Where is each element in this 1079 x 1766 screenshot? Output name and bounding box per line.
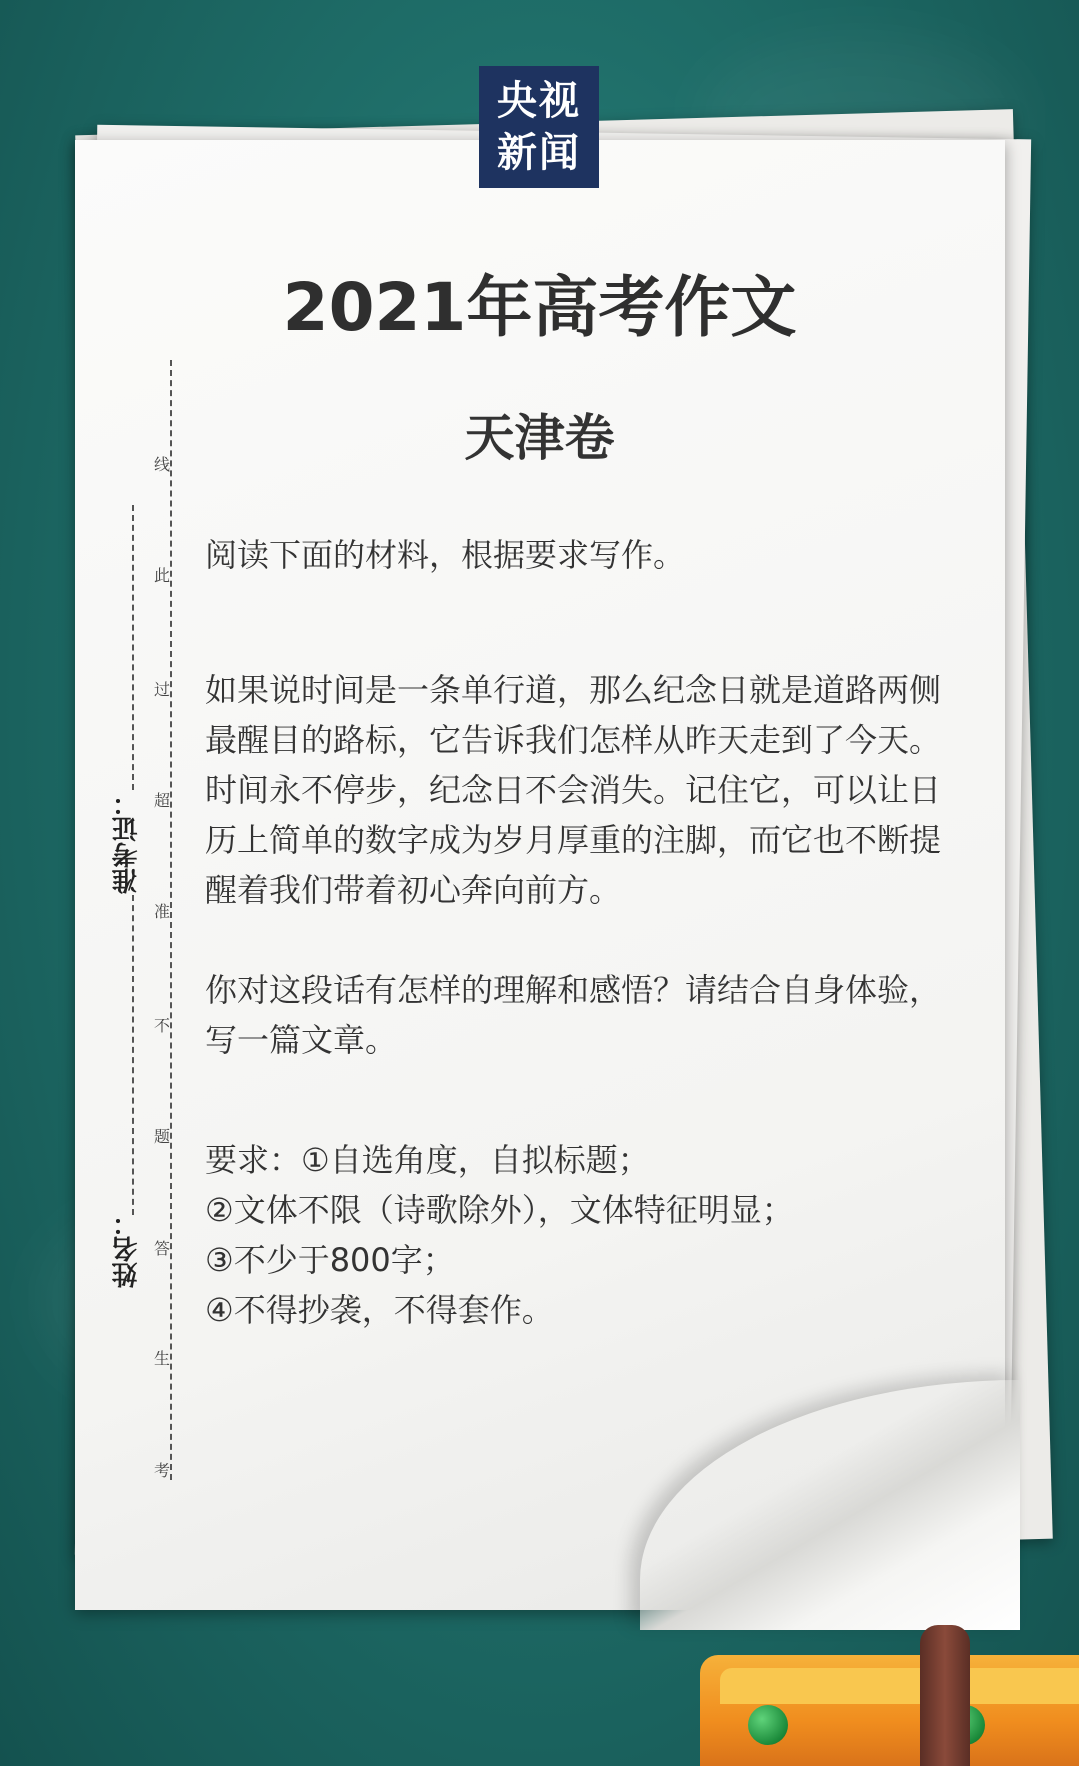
- orange-case-lid: [720, 1668, 1079, 1704]
- requirement-item: ④不得抄袭，不得套作。: [205, 1291, 554, 1329]
- page-subtitle: 天津卷: [464, 409, 615, 467]
- name-label: 姓名：: [112, 1210, 142, 1288]
- requirement-item: 要求：①自选角度，自拟标题；: [205, 1141, 650, 1179]
- seal-char: 准: [154, 902, 171, 921]
- requirements-list: [205, 1135, 950, 1335]
- seal-char: 考: [154, 1461, 171, 1480]
- seal-char: 答: [154, 1239, 171, 1258]
- seal-char: 生: [154, 1349, 171, 1368]
- question-text: 你对这段话有怎样的理解和感悟？请结合自身体验，写一篇文章。: [205, 971, 942, 1059]
- requirement-item: ②文体不限（诗歌除外），文体特征明显；: [205, 1191, 794, 1229]
- requirement-item: ③不少于800字；: [205, 1241, 455, 1279]
- seal-char: 不: [154, 1016, 171, 1035]
- seal-char: 过: [154, 680, 171, 699]
- green-stud: [748, 1705, 788, 1745]
- seal-char: 线: [154, 455, 171, 474]
- material-text: 如果说时间是一条单行道，那么纪念日就是道路两侧最醒目的路标，它告诉我们怎样从昨天走到了今天。时间永不停步，纪念日不会消失。记住它，可以让日历上简单的数字成为岁月厚重的注脚，而它也不断提醒着我们带着初心奔向前方。: [205, 671, 942, 909]
- logo-line-2: 新闻: [497, 130, 581, 176]
- seal-dashed-line: [170, 360, 172, 1480]
- seal-char: 超: [154, 791, 171, 810]
- name-underline: [132, 895, 134, 1215]
- logo-line-1: 央视: [497, 78, 581, 124]
- seal-char: 题: [154, 1127, 171, 1146]
- exam-id-underline: [132, 505, 134, 790]
- leather-strap: [920, 1625, 970, 1766]
- intro-text: 阅读下面的材料，根据要求写作。: [205, 536, 686, 574]
- cctv-news-logo: [479, 66, 599, 188]
- page-title: 2021年高考作文: [282, 269, 797, 346]
- seal-char: 此: [154, 566, 171, 585]
- exam-id-label: 准考证：: [112, 790, 142, 894]
